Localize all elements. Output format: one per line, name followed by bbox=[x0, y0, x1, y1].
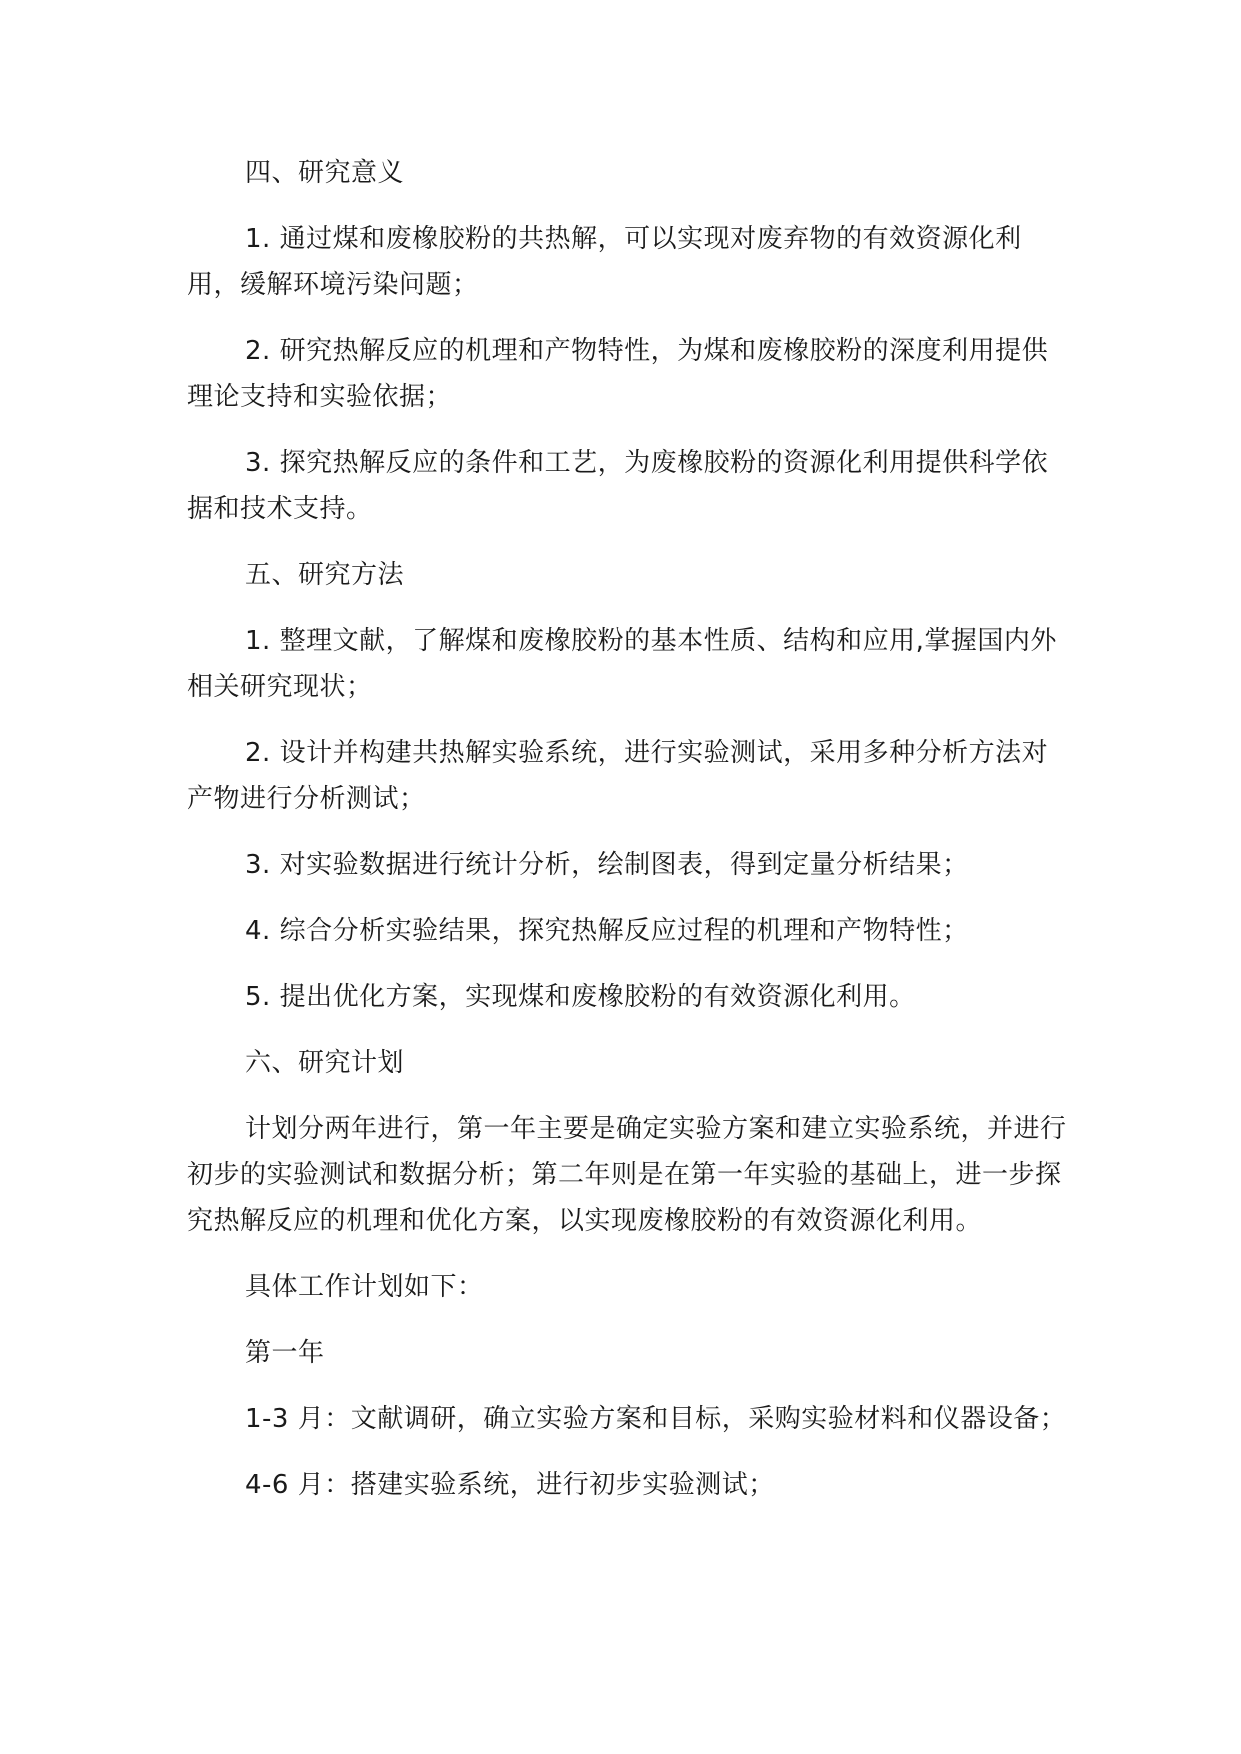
year1-item-2: 4-6 月：搭建实验系统，进行初步实验测试； bbox=[245, 1470, 775, 1500]
section-heading-methods: 五、研究方法 bbox=[245, 560, 405, 590]
method-item-2: 2. 设计并构建共热解实验系统，进行实验测试，采用多种分析方法对产物进行分析测试； bbox=[187, 738, 1049, 814]
method-item-4: 4. 综合分析实验结果，探究热解反应过程的机理和产物特性； bbox=[245, 916, 969, 946]
document-body bbox=[187, 150, 1067, 1528]
significance-item-3: 3. 探究热解反应的条件和工艺，为废橡胶粉的资源化利用提供科学依据和技术支持。 bbox=[187, 448, 1049, 524]
section-heading-plan: 六、研究计划 bbox=[245, 1048, 405, 1078]
significance-item-2: 2. 研究热解反应的机理和产物特性，为煤和废橡胶粉的深度利用提供理论支持和实验依据； bbox=[187, 336, 1049, 412]
method-item-3: 3. 对实验数据进行统计分析，绘制图表，得到定量分析结果； bbox=[245, 850, 969, 880]
plan-label: 具体工作计划如下： bbox=[245, 1272, 484, 1302]
significance-item-1: 1. 通过煤和废橡胶粉的共热解，可以实现对废弃物的有效资源化利用，缓解环境污染问题； bbox=[187, 224, 1022, 300]
year1-item-1: 1-3 月：文献调研，确立实验方案和目标，采购实验材料和仪器设备； bbox=[245, 1404, 1067, 1434]
method-item-1: 1. 整理文献，了解煤和废橡胶粉的基本性质、结构和应用,掌握国内外相关研究现状； bbox=[187, 626, 1057, 702]
plan-intro-paragraph: 计划分两年进行，第一年主要是确定实验方案和建立实验系统，并进行初步的实验测试和数据分析；第二年则是在第一年实验的基础上，进一步探究热解反应的机理和优化方案，以实现废橡胶粉的有效资源化利用。 bbox=[187, 1114, 1067, 1236]
section-heading-significance: 四、研究意义 bbox=[245, 158, 405, 188]
method-item-5: 5. 提出优化方案，实现煤和废橡胶粉的有效资源化利用。 bbox=[245, 982, 916, 1012]
year1-label: 第一年 bbox=[245, 1338, 325, 1368]
